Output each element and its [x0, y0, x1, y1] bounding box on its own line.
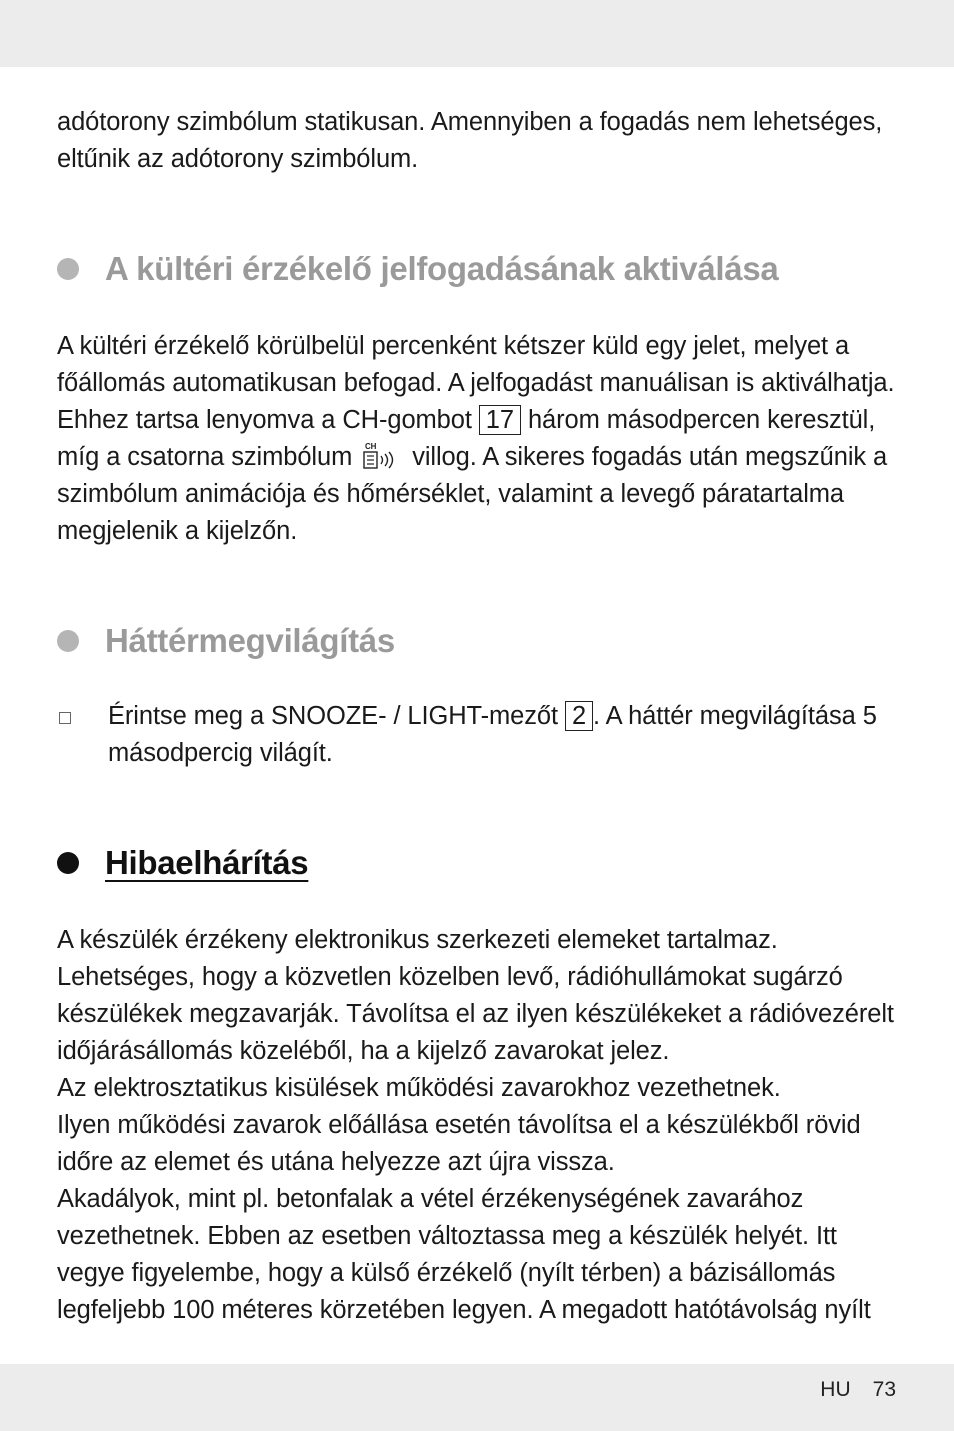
- reference-number: 17: [479, 405, 521, 435]
- section-heading-sensor: [57, 250, 902, 288]
- backlight-bullet: [57, 698, 902, 772]
- troubleshooting-paragraph: Ilyen működési zavarok előállása esetén távolítsa el a készülékből rövid időre az elemet és utána helyezze azt újra vissza.: [57, 1111, 861, 1176]
- section-title: Hibaelhárítás: [105, 844, 309, 881]
- text-segment: A kültéri érzékelő körülbelül percenként kétszer küld egy jelet, melyet a főállomás automatikusan befogad. A jelfogadást manuálisan is aktiválhatja. Ehhez tartsa lenyomva a CH-gombot: [57, 332, 895, 434]
- checkbox-bullet-icon: [59, 712, 71, 724]
- troubleshooting-paragraph: A készülék érzékeny elektronikus szerkezeti elemeket tartalmaz. Lehetséges, hogy a közvetlen közelben levő, rádióhullámokat sugárzó készülékek megzavarják. Távolítsa el az ilyen készülékeket a rádióvezérelt időjárásállomás közeléből, ha a kijelző zavarokat jelez.: [57, 926, 894, 1065]
- section-title: Háttérmegvilágítás: [105, 622, 395, 659]
- reference-number: 2: [565, 701, 593, 731]
- page-number: 73: [872, 1378, 896, 1401]
- section-heading-backlight: [57, 622, 902, 660]
- text-segment: három másodpercen keresztül, míg a csatorna szimbólum: [57, 406, 876, 471]
- language-code: HU: [820, 1378, 851, 1401]
- bottom-band: [0, 1364, 954, 1431]
- text-segment: . A háttér megvilágítása 5 másodpercig világít.: [108, 702, 877, 767]
- intro-paragraph: adótorony szimbólum statikusan. Amennyiben a fogadás nem lehetséges, eltűnik az adótorony szimbólum.: [57, 108, 883, 173]
- text-segment: villog. A sikeres fogadás után megszűnik a szimbólum animációja és hőmérséklet, valamint a levegő páratartalma megjelenik a kijelzőn.: [57, 443, 888, 545]
- section-title: A kültéri érzékelő jelfogadásának aktiválása: [105, 250, 779, 287]
- bullet-dot-icon: [57, 630, 79, 652]
- page-footer: [820, 1378, 896, 1402]
- page-content: [57, 104, 902, 1329]
- troubleshooting-paragraph: Az elektrosztatikus kisülések működési zavarokhoz vezethetnek.: [57, 1074, 781, 1102]
- text-segment: Érintse meg a SNOOZE- / LIGHT-mezőt: [108, 702, 565, 730]
- bullet-dot-icon: [57, 258, 79, 280]
- icon-label: CH: [365, 442, 377, 451]
- top-band: [0, 0, 954, 67]
- troubleshooting-paragraph: Akadályok, mint pl. betonfalak a vétel érzékenységének zavarához vezethetnek. Ebben az esetben változtassa meg a készülék helyét. Itt vegye figyelembe, hogy a külső érzékelő (nyílt térben) a bázisállomás legfeljebb 100 méteres körzetében legyen. A megadott hatótávolság nyílt: [57, 1185, 871, 1324]
- channel-symbol-icon: [361, 441, 403, 471]
- bullet-dot-icon: [57, 852, 79, 874]
- sensor-paragraph: [57, 328, 902, 550]
- section-heading-troubleshooting: [57, 844, 902, 882]
- bullet-text: [108, 698, 902, 772]
